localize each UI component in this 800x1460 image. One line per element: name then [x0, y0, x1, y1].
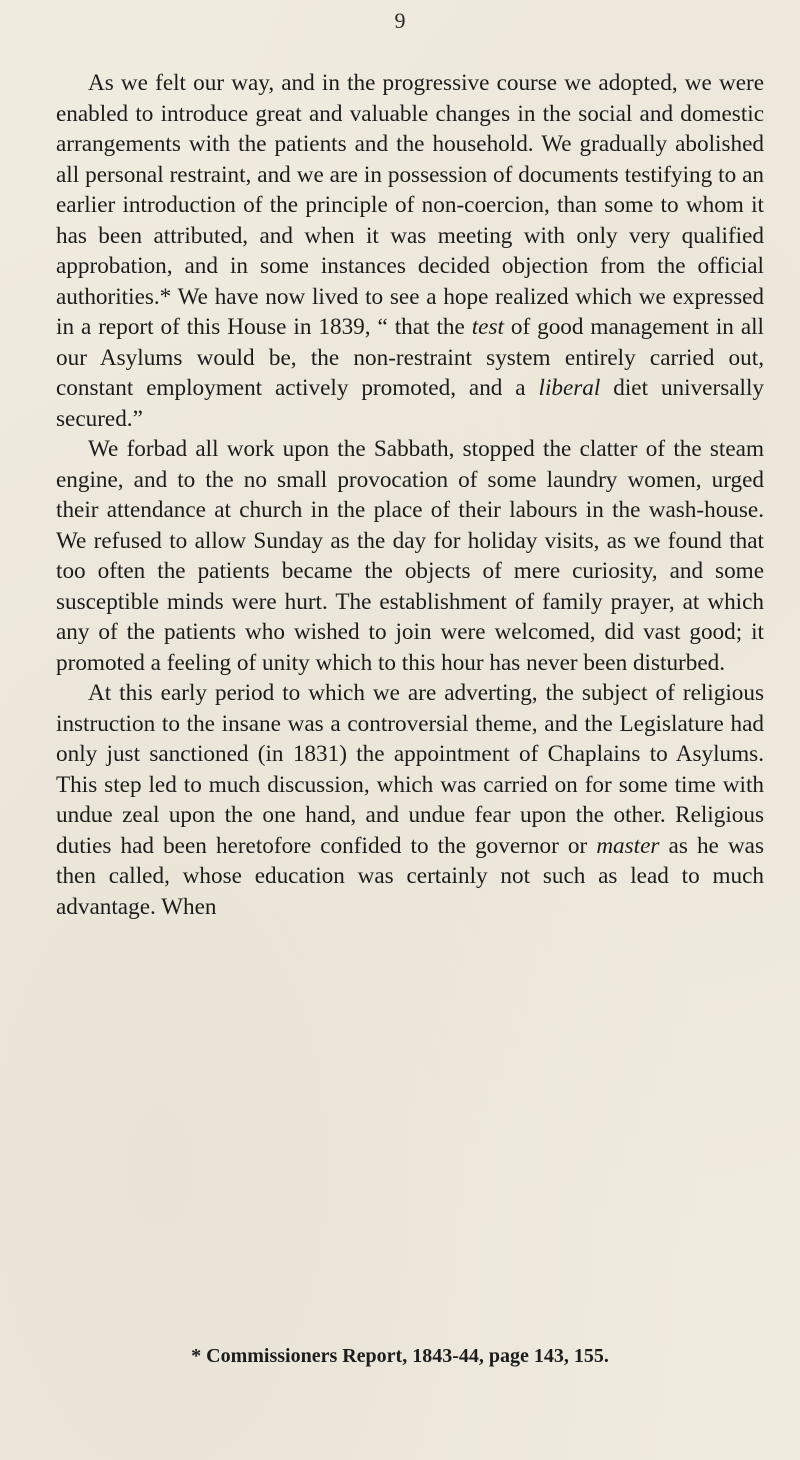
italic-word-master: master — [596, 832, 660, 859]
body-text — [56, 68, 764, 922]
italic-word-test: test — [471, 314, 504, 340]
paragraph-1-text-b: of good management in all our Asylums would be, the non-restraint system entirely carried out, constant employment actively promoted, and a — [56, 314, 764, 401]
paragraph-3-text-b: as he was then called, whose education was certainly not such as lead to much advantage. When — [56, 832, 764, 920]
paragraph-1-text-c: diet universally secured.” — [56, 375, 764, 432]
paragraph-3-text-a: At this early period to which we are adverting, the subject of religious instruction to the insane was a controversial theme, and the Legislature had only just sanctioned (in 1831) the appointment of Chaplains to Asylums. This step led to much discussion, which was carried on for some time with undue zeal upon the one hand, and undue fear upon the other. Religious duties had been heretofore confided to the governor or — [56, 680, 764, 859]
paragraph-1 — [56, 68, 764, 434]
page-number: 9 — [394, 8, 406, 33]
footnote: * Commissioners Report, 1843-44, page 143, 155. — [191, 1345, 609, 1367]
paragraph-3 — [56, 678, 764, 922]
paragraph-1-text-a: As we felt our way, and in the progressive course we adopted, we were enabled to introduce great and valuable changes in the social and domestic arrangements with the patients and the household. We gradually abolished all personal restraint, and we are in possession of documents testifying to an earlier introduction of the principle of non-coercion, than some to whom it has been attributed, and when it was meeting with only very qualified approbation, and in some instances decided objection from the official authorities.* We have now lived to see a hope realized which we expressed in a report of this House in 1839, “ that the — [56, 70, 764, 340]
paragraph-2-text: We forbad all work upon the Sabbath, stopped the clatter of the steam engine, and to the no small provocation of some laundry women, urged their attendance at church in the place of their labours in the wash-house. We refused to allow Sunday as the day for holiday visits, as we found that too often the patients became the objects of mere curiosity, and some susceptible minds were hurt. The establishment of family prayer, at which any of the patients who wished to join were welcomed, did vast good; it promoted a feeling of unity which to this hour has never been disturbed. — [56, 436, 764, 676]
paragraph-2 — [56, 434, 764, 678]
italic-word-liberal: liberal — [538, 375, 601, 401]
